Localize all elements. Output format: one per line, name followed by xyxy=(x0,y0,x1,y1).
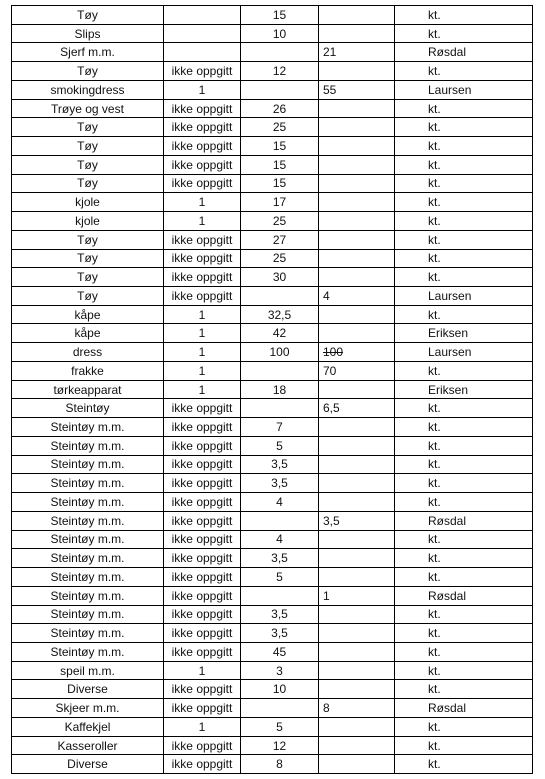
table-row xyxy=(12,642,533,661)
item-name-cell: Steintøy m.m. xyxy=(12,605,164,624)
buyer-cell: kt. xyxy=(395,568,533,587)
table-row xyxy=(12,212,533,231)
buyer-cell: kt. xyxy=(395,717,533,736)
table-row xyxy=(12,736,533,755)
item-name-cell: kjole xyxy=(12,193,164,212)
item-name-cell: Skjeer m.m. xyxy=(12,699,164,718)
quantity-cell xyxy=(164,24,241,43)
quantity-cell: ikke oppgitt xyxy=(164,493,241,512)
table-row xyxy=(12,6,533,25)
buyer-cell: Røsdal xyxy=(395,586,533,605)
price-cell: 18 xyxy=(241,380,319,399)
item-name-cell: Tøy xyxy=(12,174,164,193)
sold-price-cell xyxy=(319,305,395,324)
buyer-cell: Laursen xyxy=(395,343,533,362)
price-cell: 25 xyxy=(241,249,319,268)
buyer-cell: kt. xyxy=(395,62,533,81)
item-name-cell: Tøy xyxy=(12,118,164,137)
quantity-cell: ikke oppgitt xyxy=(164,736,241,755)
sold-price-cell xyxy=(319,155,395,174)
table-row xyxy=(12,80,533,99)
item-name-cell: Steintøy m.m. xyxy=(12,493,164,512)
quantity-cell: ikke oppgitt xyxy=(164,474,241,493)
table-row xyxy=(12,511,533,530)
quantity-cell: ikke oppgitt xyxy=(164,399,241,418)
sold-price-cell xyxy=(319,24,395,43)
item-name-cell: smokingdress xyxy=(12,80,164,99)
quantity-cell: ikke oppgitt xyxy=(164,174,241,193)
table-row xyxy=(12,399,533,418)
table-row xyxy=(12,62,533,81)
buyer-cell: kt. xyxy=(395,193,533,212)
buyer-cell: kt. xyxy=(395,305,533,324)
table-row xyxy=(12,43,533,62)
sold-price-cell xyxy=(319,605,395,624)
buyer-cell: Eriksen xyxy=(395,324,533,343)
quantity-cell: 1 xyxy=(164,361,241,380)
item-name-cell: Steintøy m.m. xyxy=(12,474,164,493)
quantity-cell: ikke oppgitt xyxy=(164,586,241,605)
quantity-cell: ikke oppgitt xyxy=(164,418,241,437)
price-cell xyxy=(241,399,319,418)
item-name-cell: dress xyxy=(12,343,164,362)
price-cell xyxy=(241,287,319,306)
item-name-cell: Trøye og vest xyxy=(12,99,164,118)
table-row xyxy=(12,174,533,193)
price-cell: 15 xyxy=(241,6,319,25)
price-cell: 27 xyxy=(241,230,319,249)
price-cell: 4 xyxy=(241,493,319,512)
quantity-cell: 1 xyxy=(164,343,241,362)
table-row xyxy=(12,324,533,343)
quantity-cell: 1 xyxy=(164,661,241,680)
quantity-cell: 1 xyxy=(164,305,241,324)
quantity-cell: ikke oppgitt xyxy=(164,137,241,156)
item-name-cell: Tøy xyxy=(12,287,164,306)
sold-price-cell xyxy=(319,755,395,774)
item-name-cell: Steintøy m.m. xyxy=(12,418,164,437)
price-cell: 3,5 xyxy=(241,624,319,643)
item-name-cell: Slips xyxy=(12,24,164,43)
table-row xyxy=(12,230,533,249)
sold-price-cell xyxy=(319,736,395,755)
quantity-cell: ikke oppgitt xyxy=(164,249,241,268)
table-row xyxy=(12,380,533,399)
sold-price-cell xyxy=(319,6,395,25)
quantity-cell: ikke oppgitt xyxy=(164,755,241,774)
quantity-cell: ikke oppgitt xyxy=(164,287,241,306)
sold-price-cell: 8 xyxy=(319,699,395,718)
sold-price-cell: 1 xyxy=(319,586,395,605)
table-row xyxy=(12,436,533,455)
sold-price-cell xyxy=(319,99,395,118)
quantity-cell: 1 xyxy=(164,324,241,343)
sold-price-cell xyxy=(319,137,395,156)
item-name-cell: Steintøy m.m. xyxy=(12,624,164,643)
price-cell: 3,5 xyxy=(241,474,319,493)
buyer-cell: Eriksen xyxy=(395,380,533,399)
item-name-cell: Tøy xyxy=(12,230,164,249)
buyer-cell: kt. xyxy=(395,736,533,755)
item-name-cell: Kaffekjel xyxy=(12,717,164,736)
sold-price-cell: 6,5 xyxy=(319,399,395,418)
buyer-cell: kt. xyxy=(395,755,533,774)
sold-price-cell: 21 xyxy=(319,43,395,62)
buyer-cell: Røsdal xyxy=(395,43,533,62)
quantity-cell: ikke oppgitt xyxy=(164,680,241,699)
sold-price-cell xyxy=(319,680,395,699)
price-cell: 3 xyxy=(241,661,319,680)
item-name-cell: Steintøy m.m. xyxy=(12,455,164,474)
price-cell: 12 xyxy=(241,62,319,81)
buyer-cell: kt. xyxy=(395,6,533,25)
sold-price-cell: 4 xyxy=(319,287,395,306)
buyer-cell: Røsdal xyxy=(395,699,533,718)
quantity-cell: 1 xyxy=(164,80,241,99)
buyer-cell: kt. xyxy=(395,24,533,43)
item-name-cell: Tøy xyxy=(12,249,164,268)
quantity-cell: ikke oppgitt xyxy=(164,605,241,624)
table-row xyxy=(12,455,533,474)
sold-price-cell xyxy=(319,324,395,343)
sold-price-cell xyxy=(319,118,395,137)
quantity-cell: ikke oppgitt xyxy=(164,62,241,81)
sold-price-cell xyxy=(319,193,395,212)
table-row xyxy=(12,287,533,306)
sold-price-cell xyxy=(319,717,395,736)
price-cell: 32,5 xyxy=(241,305,319,324)
sold-price-cell xyxy=(319,568,395,587)
sold-price-cell xyxy=(319,62,395,81)
price-cell xyxy=(241,586,319,605)
table-row xyxy=(12,699,533,718)
item-name-cell: kåpe xyxy=(12,305,164,324)
quantity-cell: ikke oppgitt xyxy=(164,511,241,530)
buyer-cell: kt. xyxy=(395,642,533,661)
item-name-cell: Tøy xyxy=(12,137,164,156)
price-cell: 15 xyxy=(241,174,319,193)
buyer-cell: kt. xyxy=(395,249,533,268)
table-row xyxy=(12,268,533,287)
table-row xyxy=(12,680,533,699)
item-name-cell: Steintøy m.m. xyxy=(12,586,164,605)
price-cell: 25 xyxy=(241,118,319,137)
table-row xyxy=(12,474,533,493)
price-cell: 3,5 xyxy=(241,455,319,474)
table-row xyxy=(12,249,533,268)
price-cell: 3,5 xyxy=(241,605,319,624)
buyer-cell: kt. xyxy=(395,118,533,137)
buyer-cell: kt. xyxy=(395,436,533,455)
price-cell: 7 xyxy=(241,418,319,437)
table-row xyxy=(12,661,533,680)
buyer-cell: kt. xyxy=(395,155,533,174)
price-cell: 25 xyxy=(241,212,319,231)
sold-price-cell: 70 xyxy=(319,361,395,380)
item-name-cell: frakke xyxy=(12,361,164,380)
buyer-cell: kt. xyxy=(395,549,533,568)
sold-price-cell xyxy=(319,530,395,549)
quantity-cell xyxy=(164,43,241,62)
item-name-cell: Steintøy m.m. xyxy=(12,568,164,587)
table-row xyxy=(12,624,533,643)
sold-price-cell xyxy=(319,212,395,231)
item-name-cell: speil m.m. xyxy=(12,661,164,680)
quantity-cell: ikke oppgitt xyxy=(164,118,241,137)
quantity-cell: ikke oppgitt xyxy=(164,530,241,549)
buyer-cell: kt. xyxy=(395,455,533,474)
sold-price-cell: 3,5 xyxy=(319,511,395,530)
item-name-cell: Steintøy m.m. xyxy=(12,436,164,455)
price-cell: 5 xyxy=(241,436,319,455)
item-name-cell: kåpe xyxy=(12,324,164,343)
price-cell xyxy=(241,361,319,380)
table-row xyxy=(12,343,533,362)
table-body xyxy=(12,6,533,774)
price-cell xyxy=(241,80,319,99)
table-row xyxy=(12,193,533,212)
item-name-cell: Tøy xyxy=(12,6,164,25)
item-name-cell: Kasseroller xyxy=(12,736,164,755)
quantity-cell: ikke oppgitt xyxy=(164,642,241,661)
price-cell: 30 xyxy=(241,268,319,287)
buyer-cell: kt. xyxy=(395,137,533,156)
buyer-cell: kt. xyxy=(395,268,533,287)
buyer-cell: Laursen xyxy=(395,287,533,306)
item-name-cell: Tøy xyxy=(12,62,164,81)
buyer-cell: kt. xyxy=(395,474,533,493)
price-cell: 15 xyxy=(241,137,319,156)
buyer-cell: kt. xyxy=(395,99,533,118)
table-row xyxy=(12,530,533,549)
item-name-cell: Diverse xyxy=(12,680,164,699)
item-name-cell: Sjerf m.m. xyxy=(12,43,164,62)
quantity-cell: ikke oppgitt xyxy=(164,99,241,118)
sold-price-cell xyxy=(319,661,395,680)
buyer-cell: kt. xyxy=(395,230,533,249)
price-cell: 15 xyxy=(241,155,319,174)
quantity-cell: ikke oppgitt xyxy=(164,436,241,455)
item-name-cell: Steintøy m.m. xyxy=(12,642,164,661)
quantity-cell: 1 xyxy=(164,717,241,736)
buyer-cell: kt. xyxy=(395,212,533,231)
table-row xyxy=(12,549,533,568)
item-name-cell: tørkeapparat xyxy=(12,380,164,399)
sold-price-cell: 55 xyxy=(319,80,395,99)
item-name-cell: Steintøy m.m. xyxy=(12,549,164,568)
quantity-cell: ikke oppgitt xyxy=(164,230,241,249)
price-cell: 12 xyxy=(241,736,319,755)
table-row xyxy=(12,605,533,624)
table-row xyxy=(12,418,533,437)
table-row xyxy=(12,99,533,118)
quantity-cell: 1 xyxy=(164,380,241,399)
price-cell: 10 xyxy=(241,24,319,43)
buyer-cell: kt. xyxy=(395,361,533,380)
price-cell: 8 xyxy=(241,755,319,774)
price-cell: 4 xyxy=(241,530,319,549)
price-cell: 100 xyxy=(241,343,319,362)
buyer-cell: kt. xyxy=(395,530,533,549)
price-cell xyxy=(241,699,319,718)
buyer-cell: kt. xyxy=(395,418,533,437)
sold-price-cell: 100 xyxy=(319,343,395,362)
price-cell: 17 xyxy=(241,193,319,212)
table-row xyxy=(12,755,533,774)
sold-price-cell xyxy=(319,474,395,493)
buyer-cell: kt. xyxy=(395,624,533,643)
item-name-cell: Diverse xyxy=(12,755,164,774)
quantity-cell: ikke oppgitt xyxy=(164,624,241,643)
sold-price-cell xyxy=(319,493,395,512)
price-cell: 5 xyxy=(241,717,319,736)
quantity-cell: ikke oppgitt xyxy=(164,455,241,474)
buyer-cell: kt. xyxy=(395,493,533,512)
price-cell: 3,5 xyxy=(241,549,319,568)
sold-price-cell xyxy=(319,249,395,268)
table-row xyxy=(12,118,533,137)
sold-price-cell xyxy=(319,642,395,661)
buyer-cell: kt. xyxy=(395,605,533,624)
price-cell: 5 xyxy=(241,568,319,587)
sold-price-cell xyxy=(319,624,395,643)
price-cell: 42 xyxy=(241,324,319,343)
sold-price-cell xyxy=(319,380,395,399)
quantity-cell: ikke oppgitt xyxy=(164,155,241,174)
price-cell: 45 xyxy=(241,642,319,661)
quantity-cell: 1 xyxy=(164,212,241,231)
item-name-cell: kjole xyxy=(12,212,164,231)
item-name-cell: Tøy xyxy=(12,155,164,174)
price-cell xyxy=(241,43,319,62)
quantity-cell: ikke oppgitt xyxy=(164,549,241,568)
table-row xyxy=(12,361,533,380)
price-cell xyxy=(241,511,319,530)
table-row xyxy=(12,717,533,736)
item-name-cell: Steintøy m.m. xyxy=(12,511,164,530)
quantity-cell: ikke oppgitt xyxy=(164,268,241,287)
item-name-cell: Tøy xyxy=(12,268,164,287)
buyer-cell: Laursen xyxy=(395,80,533,99)
buyer-cell: kt. xyxy=(395,399,533,418)
sold-price-cell xyxy=(319,455,395,474)
auction-table xyxy=(11,5,533,774)
buyer-cell: kt. xyxy=(395,661,533,680)
table-row xyxy=(12,137,533,156)
table-row xyxy=(12,155,533,174)
quantity-cell: ikke oppgitt xyxy=(164,568,241,587)
price-cell: 26 xyxy=(241,99,319,118)
table-row xyxy=(12,586,533,605)
quantity-cell: ikke oppgitt xyxy=(164,699,241,718)
sold-price-cell xyxy=(319,549,395,568)
buyer-cell: Røsdal xyxy=(395,511,533,530)
buyer-cell: kt. xyxy=(395,174,533,193)
sold-price-cell xyxy=(319,436,395,455)
table-row xyxy=(12,24,533,43)
table-row xyxy=(12,305,533,324)
sold-price-cell xyxy=(319,418,395,437)
quantity-cell: 1 xyxy=(164,193,241,212)
sold-price-cell xyxy=(319,268,395,287)
buyer-cell: kt. xyxy=(395,680,533,699)
sold-price-cell xyxy=(319,174,395,193)
sold-price-cell xyxy=(319,230,395,249)
table-row xyxy=(12,493,533,512)
item-name-cell: Steintøy xyxy=(12,399,164,418)
item-name-cell: Steintøy m.m. xyxy=(12,530,164,549)
price-cell: 10 xyxy=(241,680,319,699)
table-row xyxy=(12,568,533,587)
quantity-cell xyxy=(164,6,241,25)
